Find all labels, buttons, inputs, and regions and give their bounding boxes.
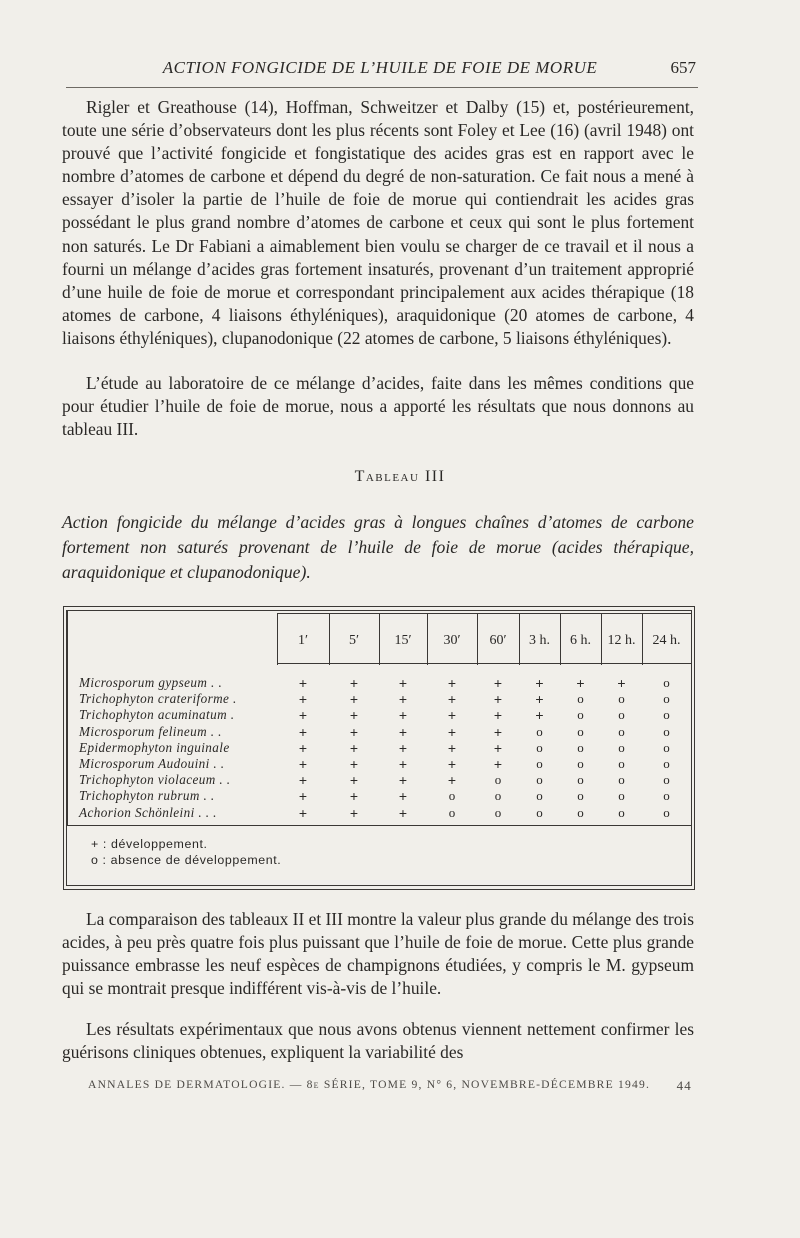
growth-mark: + <box>298 675 308 691</box>
growth-mark: + <box>349 707 359 724</box>
growth-mark: + <box>447 723 457 740</box>
table-legend-rule <box>67 825 691 826</box>
no-growth-mark: o <box>577 756 584 771</box>
table-title: Tableau III <box>354 468 446 485</box>
growth-mark: + <box>298 756 308 772</box>
growth-mark: + <box>398 691 408 708</box>
growth-mark: + <box>398 772 408 789</box>
no-growth-mark: o <box>618 772 625 788</box>
column-header: 5′ <box>348 633 360 648</box>
column-header: 3 h. <box>529 633 550 648</box>
paragraph-3: La comparaison des tableaux II et III montre la valeur plus grande du mélange des trois acides, à peu près quatre fois plus puissant que l’huile de foie de morue. Cette plus grande puissance embrasse les neuf espèces de champignons étudiées, y compris le M. gypseum qui se montrait presque indifférent vis-à-vis de l’huile. <box>62 909 694 999</box>
no-growth-mark: o <box>577 739 584 755</box>
no-growth-mark: o <box>663 675 670 690</box>
growth-mark: + <box>398 788 408 805</box>
paragraph-1: Rigler et Greathouse (14), Hoffman, Schweitzer et Dalby (15) et, postérieurement, toute une série d’observateurs dont les plus récents sont Foley et Lee (16) (avril 1948) ont prouvé que l’activité fongicide et fongistatique des acides gras est en rapport avec le nombre d’atomes de carbone et dépend du degré de non-saturation. Ce fait nous a mené à essayer d’isoler la partie de l’huile de foie de morue qui contiendrait les acides gras possédant le plus grand nombre d’atomes de carbone et ceux qui sont le plus fortement non saturés. Le Dr Fabiani a aimablement bien voulu se charger de ce travail et il nous a fourni un mélange d’acides gras fortement insaturés, provenant d’un traitement approprié d’une huile de foie de morue et correspondant principalement aux acides thérapique (18 atomes de carbone, 4 liaisons éthyléniques), araquidonique (20 atomes de carbone, 4 liaisons éthyléniques), clupanodonique (22 atomes de carbone, 5 liaisons éthyléniques). <box>62 97 694 348</box>
growth-mark: + <box>535 707 544 724</box>
no-growth-mark: o <box>618 723 625 739</box>
species-name: Achorion Schönleini . . . <box>79 804 217 820</box>
column-header: 6 h. <box>570 633 591 648</box>
table-caption: Action fongicide du mélange d’acides gras à longues chaînes d’atomes de carbone fortement non saturés provenant de l’huile de foie de morue (acides thérapique, araquidonique et clupanodonique). <box>62 512 694 582</box>
paragraph-2: L’étude au laboratoire de ce mélange d’acides, faite dans les mêmes conditions que pour étudier l’huile de foie de morue, nous a apporté les résultats que nous donnons au tableau III. <box>62 373 694 440</box>
column-header: 12 h. <box>607 633 636 648</box>
running-head <box>60 58 700 80</box>
no-growth-mark: o <box>663 707 670 723</box>
results-table <box>63 606 695 890</box>
growth-mark: + <box>398 675 408 691</box>
no-growth-mark: o <box>663 772 670 788</box>
growth-mark: + <box>447 756 457 772</box>
table-legend-line: o : absence de développement. <box>91 853 282 867</box>
column-header: 24 h. <box>652 633 681 648</box>
growth-mark: + <box>447 739 457 756</box>
no-growth-mark: o <box>663 804 670 820</box>
growth-mark: + <box>493 707 503 724</box>
growth-mark: + <box>298 723 308 740</box>
growth-mark: + <box>535 691 544 708</box>
growth-mark: + <box>398 804 408 821</box>
table-legend-line: + : développement. <box>91 837 208 851</box>
no-growth-mark: o <box>663 691 670 707</box>
growth-mark: + <box>398 707 408 724</box>
growth-mark: + <box>349 772 359 789</box>
growth-mark: + <box>298 707 308 724</box>
no-growth-mark: o <box>577 788 584 804</box>
species-name: Microsporum Audouini . . <box>79 756 225 771</box>
no-growth-mark: o <box>663 723 670 739</box>
page-footer <box>62 1078 698 1096</box>
no-growth-mark: o <box>448 804 456 820</box>
growth-mark: + <box>493 675 503 691</box>
growth-mark: + <box>493 723 503 740</box>
growth-mark: + <box>576 675 585 691</box>
no-growth-mark: o <box>536 788 543 804</box>
no-growth-mark: o <box>618 756 625 771</box>
column-header: 60′ <box>489 633 507 648</box>
species-name: Trichophyton rubrum . . <box>79 788 215 804</box>
no-growth-mark: o <box>536 756 543 771</box>
no-growth-mark: o <box>577 691 584 707</box>
growth-mark: + <box>349 788 359 805</box>
growth-mark: + <box>349 756 359 772</box>
growth-mark: + <box>398 756 408 772</box>
growth-mark: + <box>298 691 308 708</box>
column-header: 15′ <box>394 633 412 648</box>
growth-mark: + <box>617 675 626 691</box>
table-stub-divider <box>67 611 68 825</box>
no-growth-mark: o <box>494 788 502 804</box>
column-header: 30′ <box>443 633 461 648</box>
results-table-inner <box>66 610 692 886</box>
growth-mark: + <box>349 675 359 691</box>
paragraph-4: Les résultats expérimentaux que nous avons obtenus viennent nettement confirmer les guérisons cliniques obtenues, expliquent la variabilité des <box>62 1019 694 1063</box>
no-growth-mark: o <box>618 691 625 707</box>
no-growth-mark: o <box>536 804 543 820</box>
no-growth-mark: o <box>536 772 543 788</box>
growth-mark: + <box>447 772 457 789</box>
page-number: 657 <box>670 58 696 77</box>
growth-mark: + <box>298 739 308 756</box>
growth-mark: + <box>298 772 308 789</box>
growth-mark: + <box>493 739 503 756</box>
growth-mark: + <box>447 675 457 691</box>
growth-mark: + <box>349 691 359 708</box>
no-growth-mark: o <box>618 788 625 804</box>
no-growth-mark: o <box>577 707 584 723</box>
no-growth-mark: o <box>618 804 625 820</box>
no-growth-mark: o <box>577 723 584 739</box>
growth-mark: + <box>349 739 359 756</box>
growth-mark: + <box>298 804 308 821</box>
no-growth-mark: o <box>536 723 543 739</box>
table-header-bottom-rule <box>277 663 691 664</box>
no-growth-mark: o <box>577 804 584 820</box>
growth-mark: + <box>493 756 503 772</box>
no-growth-mark: o <box>577 772 584 788</box>
growth-mark: + <box>349 723 359 740</box>
species-name: Microsporum gypseum . . <box>79 675 223 690</box>
growth-mark: + <box>298 788 308 805</box>
no-growth-mark: o <box>663 739 670 755</box>
species-name: Epidermophyton inguinale <box>79 739 230 755</box>
species-name: Trichophyton acuminatum . <box>79 707 235 723</box>
running-title: ACTION FONGICIDE DE L’HUILE DE FOIE DE MORUE <box>162 58 598 77</box>
table-header-top-rule <box>277 613 691 614</box>
column-header: 1′ <box>297 633 309 648</box>
species-name: Trichophyton violaceum . . <box>79 772 231 788</box>
no-growth-mark: o <box>663 788 670 804</box>
growth-mark: + <box>398 723 408 740</box>
no-growth-mark: o <box>618 739 625 755</box>
no-growth-mark: o <box>448 788 456 804</box>
no-growth-mark: o <box>494 804 502 820</box>
no-growth-mark: o <box>536 739 543 755</box>
species-name: Trichophyton crateriforme . <box>79 691 237 707</box>
no-growth-mark: o <box>494 772 502 788</box>
no-growth-mark: o <box>663 756 670 771</box>
species-name: Microsporum felineum . . <box>79 723 222 739</box>
header-rule <box>66 87 698 88</box>
growth-mark: + <box>447 691 457 708</box>
signature-mark: 44 <box>676 1078 692 1093</box>
growth-mark: + <box>447 707 457 724</box>
journal-reference: ANNALES DE DERMATOLOGIE. — 8e SÉRIE, TOME 9, N° 6, NOVEMBRE-DÉCEMBRE 1949. <box>88 1078 651 1091</box>
growth-mark: + <box>349 804 359 821</box>
growth-mark: + <box>493 691 503 708</box>
no-growth-mark: o <box>618 707 625 723</box>
growth-mark: + <box>535 675 544 691</box>
growth-mark: + <box>398 739 408 756</box>
